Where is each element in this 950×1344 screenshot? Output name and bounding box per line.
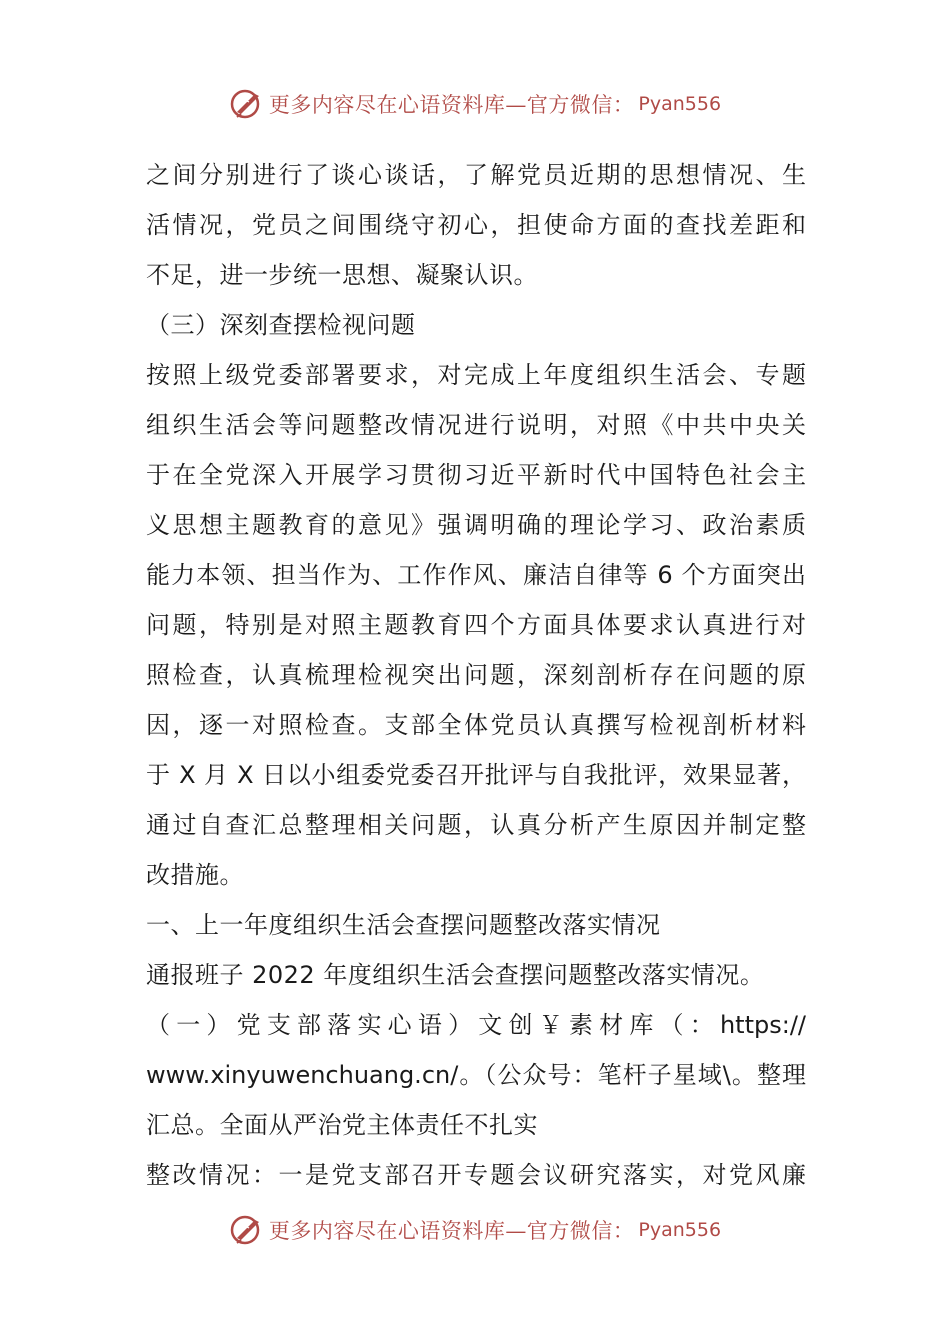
document-body — [146, 150, 806, 1200]
body-line: 活情况，党员之间围绕守初心，担使命方面的查找差距和 — [146, 211, 806, 239]
body-line: 能力本领、担当作为、工作作风、廉洁自律等 6 个方面突出 — [146, 561, 806, 589]
header-contact: Pyan556 — [638, 93, 722, 115]
body-line: 照检查，认真梳理检视突出问题，深刻剖析存在问题的原 — [146, 661, 806, 689]
header-site-text: 更多内容尽在心语资料库—官方微信： — [268, 93, 635, 117]
body-line: （一）党支部落实心语）文创￥素材库（：https:// — [146, 1011, 806, 1039]
body-line: 问题，特别是对照主题教育四个方面具体要求认真进行对 — [146, 611, 806, 639]
quill-logo-icon — [229, 1212, 265, 1248]
footer-contact: Pyan556 — [638, 1219, 722, 1241]
body-line: 通报班子 2022 年度组织生活会查摆问题整改落实情况。 — [146, 961, 765, 989]
body-line: 汇总。全面从严治党主体责任不扎实 — [146, 1111, 538, 1139]
body-line: 组织生活会等问题整改情况进行说明，对照《中共中央关 — [146, 411, 806, 439]
body-line: 整改情况：一是党支部召开专题会议研究落实，对党风廉 — [146, 1161, 806, 1189]
body-line: 于在全党深入开展学习贯彻习近平新时代中国特色社会主 — [146, 461, 806, 489]
body-line: 义思想主题教育的意见》强调明确的理论学习、政治素质 — [146, 511, 806, 539]
body-line: 改措施。 — [146, 861, 244, 889]
footer-site-text: 更多内容尽在心语资料库—官方微信： — [268, 1219, 635, 1243]
body-line: 按照上级党委部署要求，对完成上年度组织生活会、专题 — [146, 361, 806, 389]
section-heading: （三）深刻查摆检视问题 — [146, 311, 416, 339]
body-line: 通过自查汇总整理相关问题，认真分析产生原因并制定整 — [146, 811, 806, 839]
body-line: 不足，进一步统一思想、凝聚认识。 — [146, 261, 538, 289]
header-banner — [0, 84, 950, 124]
quill-logo-icon — [229, 86, 265, 122]
body-line: 之间分别进行了谈心谈话，了解党员近期的思想情况、生 — [146, 161, 806, 189]
section-heading: 一、上一年度组织生活会查摆问题整改落实情况 — [146, 911, 661, 939]
footer-banner — [0, 1210, 950, 1250]
body-line: 因，逐一对照检查。支部全体党员认真撰写检视剖析材料 — [146, 711, 806, 739]
body-line: www.xinyuwenchuang.cn/。（公众号：笔杆子星域\。整理 — [146, 1061, 806, 1089]
body-line: 于 X 月 X 日以小组委党委召开批评与自我批评，效果显著， — [146, 761, 806, 789]
